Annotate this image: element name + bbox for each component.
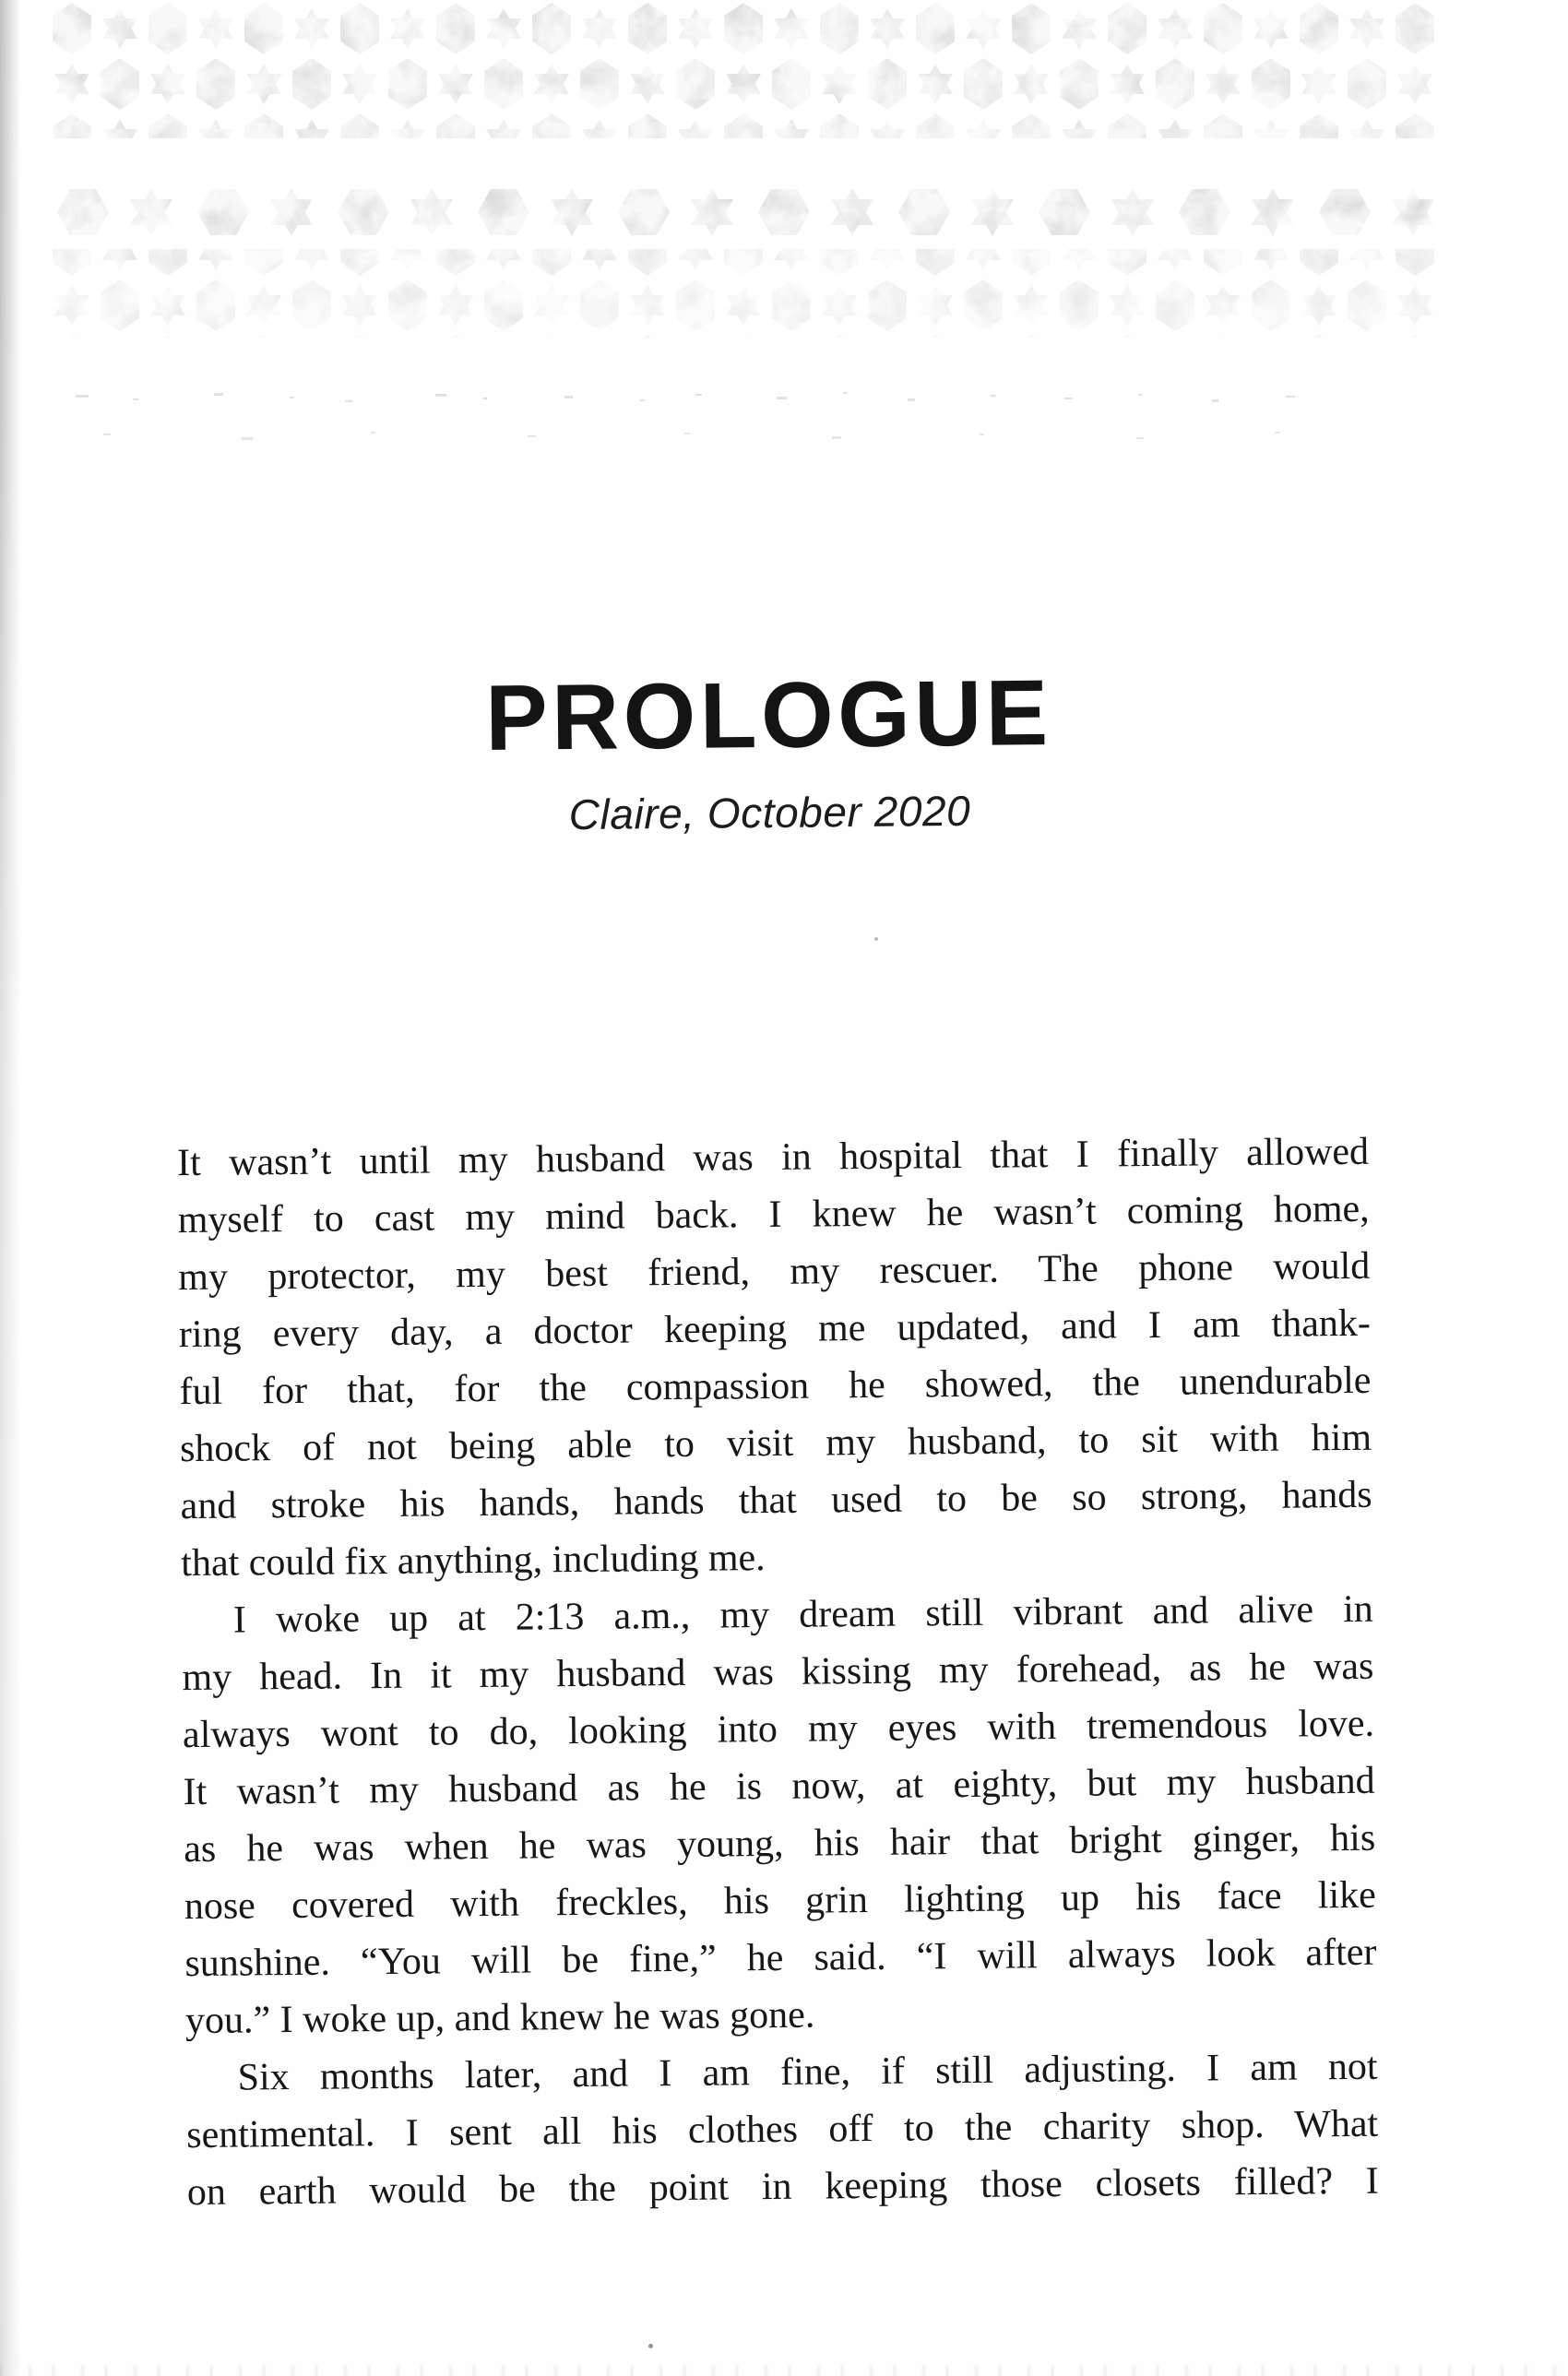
body-line: you.” I woke up, and knew he was gone. <box>184 1993 815 2043</box>
body-line: sunshine. “You will be fine,” he said. “I will always look after <box>184 1930 1377 1986</box>
decorative-star-pattern <box>48 0 1439 480</box>
body-line: Six months later, and I am fine, if still adjusting. I am not <box>237 2045 1378 2099</box>
page-content <box>172 661 1379 2221</box>
chapter-subtitle: Claire, October 2020 <box>568 786 971 839</box>
body-line: myself to cast my mind back. I knew he wasn’t coming home, <box>177 1187 1370 1242</box>
body-line: that could fix anything, including me. <box>181 1537 766 1586</box>
scan-speck <box>874 937 878 941</box>
scan-speck <box>648 2344 653 2348</box>
body-line: my head. In it my husband was kissing my forehead, as he was <box>182 1645 1374 1700</box>
body-line: It wasn’t my husband as he is now, at eighty, but my husband <box>183 1759 1375 1814</box>
body-line: nose covered with freckles, his grin lighting up his face like <box>184 1873 1377 1929</box>
body-line: ring every day, a doctor keeping me updated, and I am thank- <box>178 1301 1372 1357</box>
body-text <box>177 1123 1379 2221</box>
body-line: shock of not being able to visit my husband, to sit with him <box>179 1416 1372 1471</box>
body-line: my protector, my best friend, my rescuer. The phone would <box>178 1244 1371 1300</box>
body-line: as he was when he was young, his hair that bright ginger, his <box>184 1816 1376 1871</box>
scan-edge-noise <box>0 2366 1568 2376</box>
body-line: and stroke his hands, hands that used to be so strong, hands <box>180 1473 1372 1528</box>
body-line: ful for that, for the compassion he showed, the unendurable <box>179 1359 1372 1414</box>
body-line: on earth would be the point in keeping those closets filled? I <box>186 2159 1379 2215</box>
scan-gutter-shadow <box>0 0 20 2376</box>
chapter-title: PROLOGUE <box>484 661 1053 770</box>
star-lattice-graphic <box>48 0 1439 480</box>
body-line: I woke up at 2:13 a.m., my dream still vibrant and alive in <box>232 1587 1374 1642</box>
body-line: always wont to do, looking into my eyes with tremendous love. <box>182 1702 1375 1757</box>
body-line: It wasn’t until my husband was in hospital that I finally allowed <box>176 1130 1370 1185</box>
body-line: sentimental. I sent all his clothes off to the charity shop. What <box>186 2102 1379 2157</box>
